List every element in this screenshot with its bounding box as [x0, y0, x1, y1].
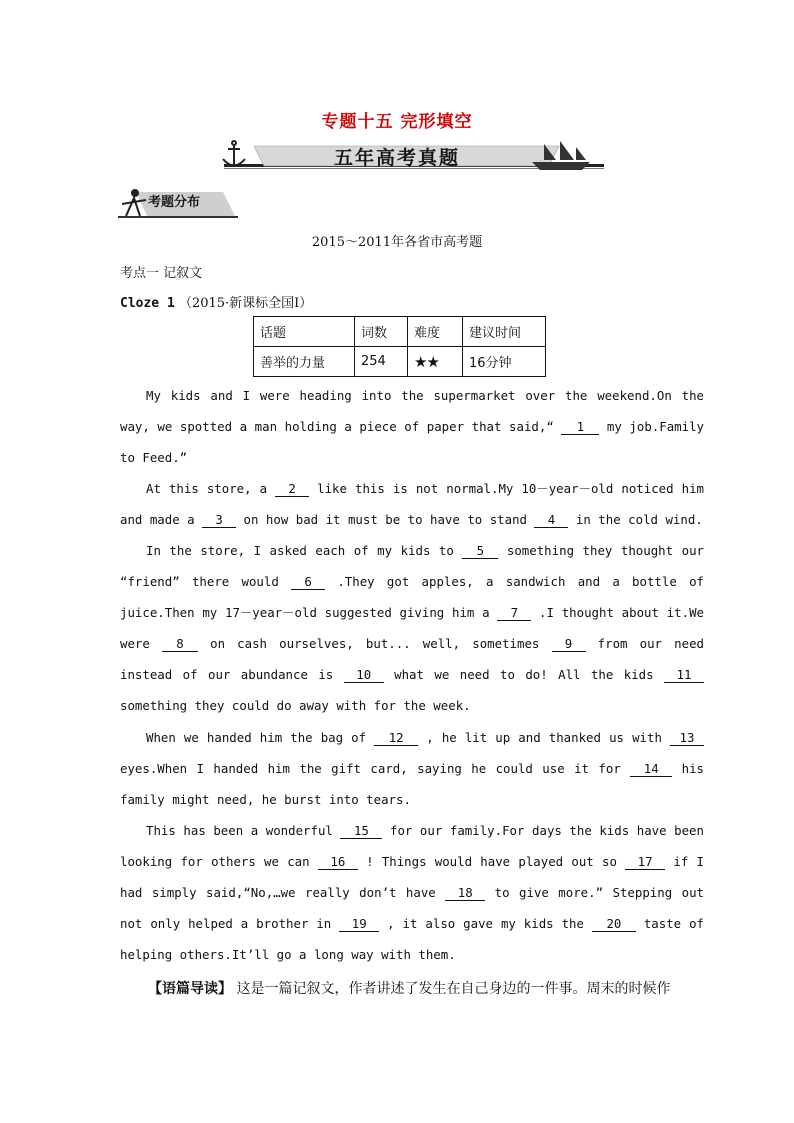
- blank-15: 15: [340, 824, 382, 839]
- guide-label: 【语篇导读】: [148, 981, 232, 997]
- blank-14: 14: [630, 762, 672, 777]
- passage-text: .I thought about it.We were: [120, 605, 704, 651]
- table-cell-time: 16分钟: [463, 347, 546, 377]
- table-cell-topic: 善举的力量: [254, 347, 355, 377]
- passage-text: in the cold wind.: [568, 512, 703, 527]
- blank-12: 12: [374, 731, 418, 746]
- table-cell-difficulty-stars: ★★: [408, 347, 463, 377]
- table-header-cell: 建议时间: [463, 317, 546, 347]
- passage-text: something they could do away with for the week.: [120, 698, 471, 713]
- table-header-cell: 话题: [254, 317, 355, 347]
- passage-paragraph-4: [120, 722, 704, 815]
- table-header-row: [254, 317, 546, 347]
- page-title: 专题十五 完形填空: [321, 112, 473, 132]
- blank-13: 13: [670, 731, 704, 746]
- point-heading: 考点一 记叙文: [120, 266, 203, 281]
- passage-text: At this store, a: [146, 481, 276, 496]
- passage-text: This has been a wonderful: [146, 823, 341, 838]
- blank-18: 18: [445, 886, 485, 901]
- blank-4: 4: [534, 513, 568, 528]
- blank-16: 16: [318, 855, 358, 870]
- blank-20: 20: [592, 917, 636, 932]
- blank-7: 7: [497, 606, 531, 621]
- passage-text: something they thought our “friend” there would: [120, 543, 704, 589]
- passage-text: In the store, I asked each of my kids to: [146, 543, 463, 558]
- passage-text: on cash ourselves, but... well, sometimes: [197, 636, 552, 651]
- info-table: [253, 316, 546, 377]
- table-header-cell: 词数: [355, 317, 408, 347]
- passage-text: what we need to do! All the kids: [383, 667, 665, 682]
- passage-text: taste of helping others.It’ll go a long way with them.: [120, 916, 704, 962]
- banner-title: 五年高考真题: [333, 147, 460, 169]
- passage-text: on how bad it must be to have to stand: [236, 512, 535, 527]
- blank-11: 11: [664, 668, 704, 683]
- blank-9: 9: [552, 637, 586, 652]
- passage-text: .They got apples, a sandwich and a bottle of juice.Then my 17－year－old suggested giving him a: [120, 574, 704, 620]
- cloze-label: Cloze 1: [120, 296, 175, 311]
- passage-paragraph-3: [120, 535, 704, 721]
- passage-text: ! Things would have played out so: [357, 854, 626, 869]
- table-cell-words: 254: [355, 347, 408, 377]
- section-tag-label: 考题分布: [148, 195, 201, 210]
- passage-text: from our need instead of our abundance is: [120, 636, 704, 682]
- passage-text: like this is not normal.My 10－year－old noticed him and made a: [120, 481, 704, 527]
- passage-paragraph-2: [120, 473, 704, 535]
- passage-text: to give more.” Stepping out not only helped a brother in: [120, 885, 705, 931]
- passage-text: my job.Family to Feed.”: [120, 419, 704, 465]
- passage-text: , he lit up and thanked us with: [418, 730, 670, 745]
- guide-text: 这是一篇记叙文，作者讲述了发生在自己身边的一件事。周末的时候作: [232, 981, 671, 997]
- table-row: [254, 347, 546, 377]
- blank-8: 8: [162, 637, 198, 652]
- source-heading: 2015～2011年各省市高考题: [311, 235, 483, 250]
- blank-2: 2: [275, 482, 309, 497]
- passage-paragraph-1: [120, 380, 704, 473]
- table-header-cell: 难度: [408, 317, 463, 347]
- passage-text: eyes.When I handed him the gift card, saying he could use it for: [120, 761, 631, 776]
- passage-text: When we handed him the bag of: [146, 730, 375, 745]
- blank-1: 1: [561, 420, 599, 435]
- passage-text: , it also gave my kids the: [379, 916, 592, 931]
- passage-paragraph-5: [120, 815, 704, 970]
- passage-text: if I had simply said,“No,…we really don’t have: [120, 854, 704, 900]
- reading-guide: [148, 978, 670, 998]
- blank-10: 10: [344, 668, 384, 683]
- blank-17: 17: [625, 855, 665, 870]
- blank-5: 5: [462, 544, 498, 559]
- cloze-heading: [120, 292, 312, 311]
- cloze-source: （2015·新课标全国Ⅰ）: [178, 296, 313, 311]
- passage-text: for our family.For days the kids have been looking for others we can: [120, 823, 704, 869]
- blank-6: 6: [291, 575, 325, 590]
- blank-19: 19: [339, 917, 379, 932]
- blank-3: 3: [202, 513, 236, 528]
- passage-text: My kids and I were heading into the supermarket over the weekend.On the way, we spotted a man holding a piece of paper that said,“: [120, 388, 704, 434]
- passage-text: his family might need, he burst into tears.: [120, 761, 705, 807]
